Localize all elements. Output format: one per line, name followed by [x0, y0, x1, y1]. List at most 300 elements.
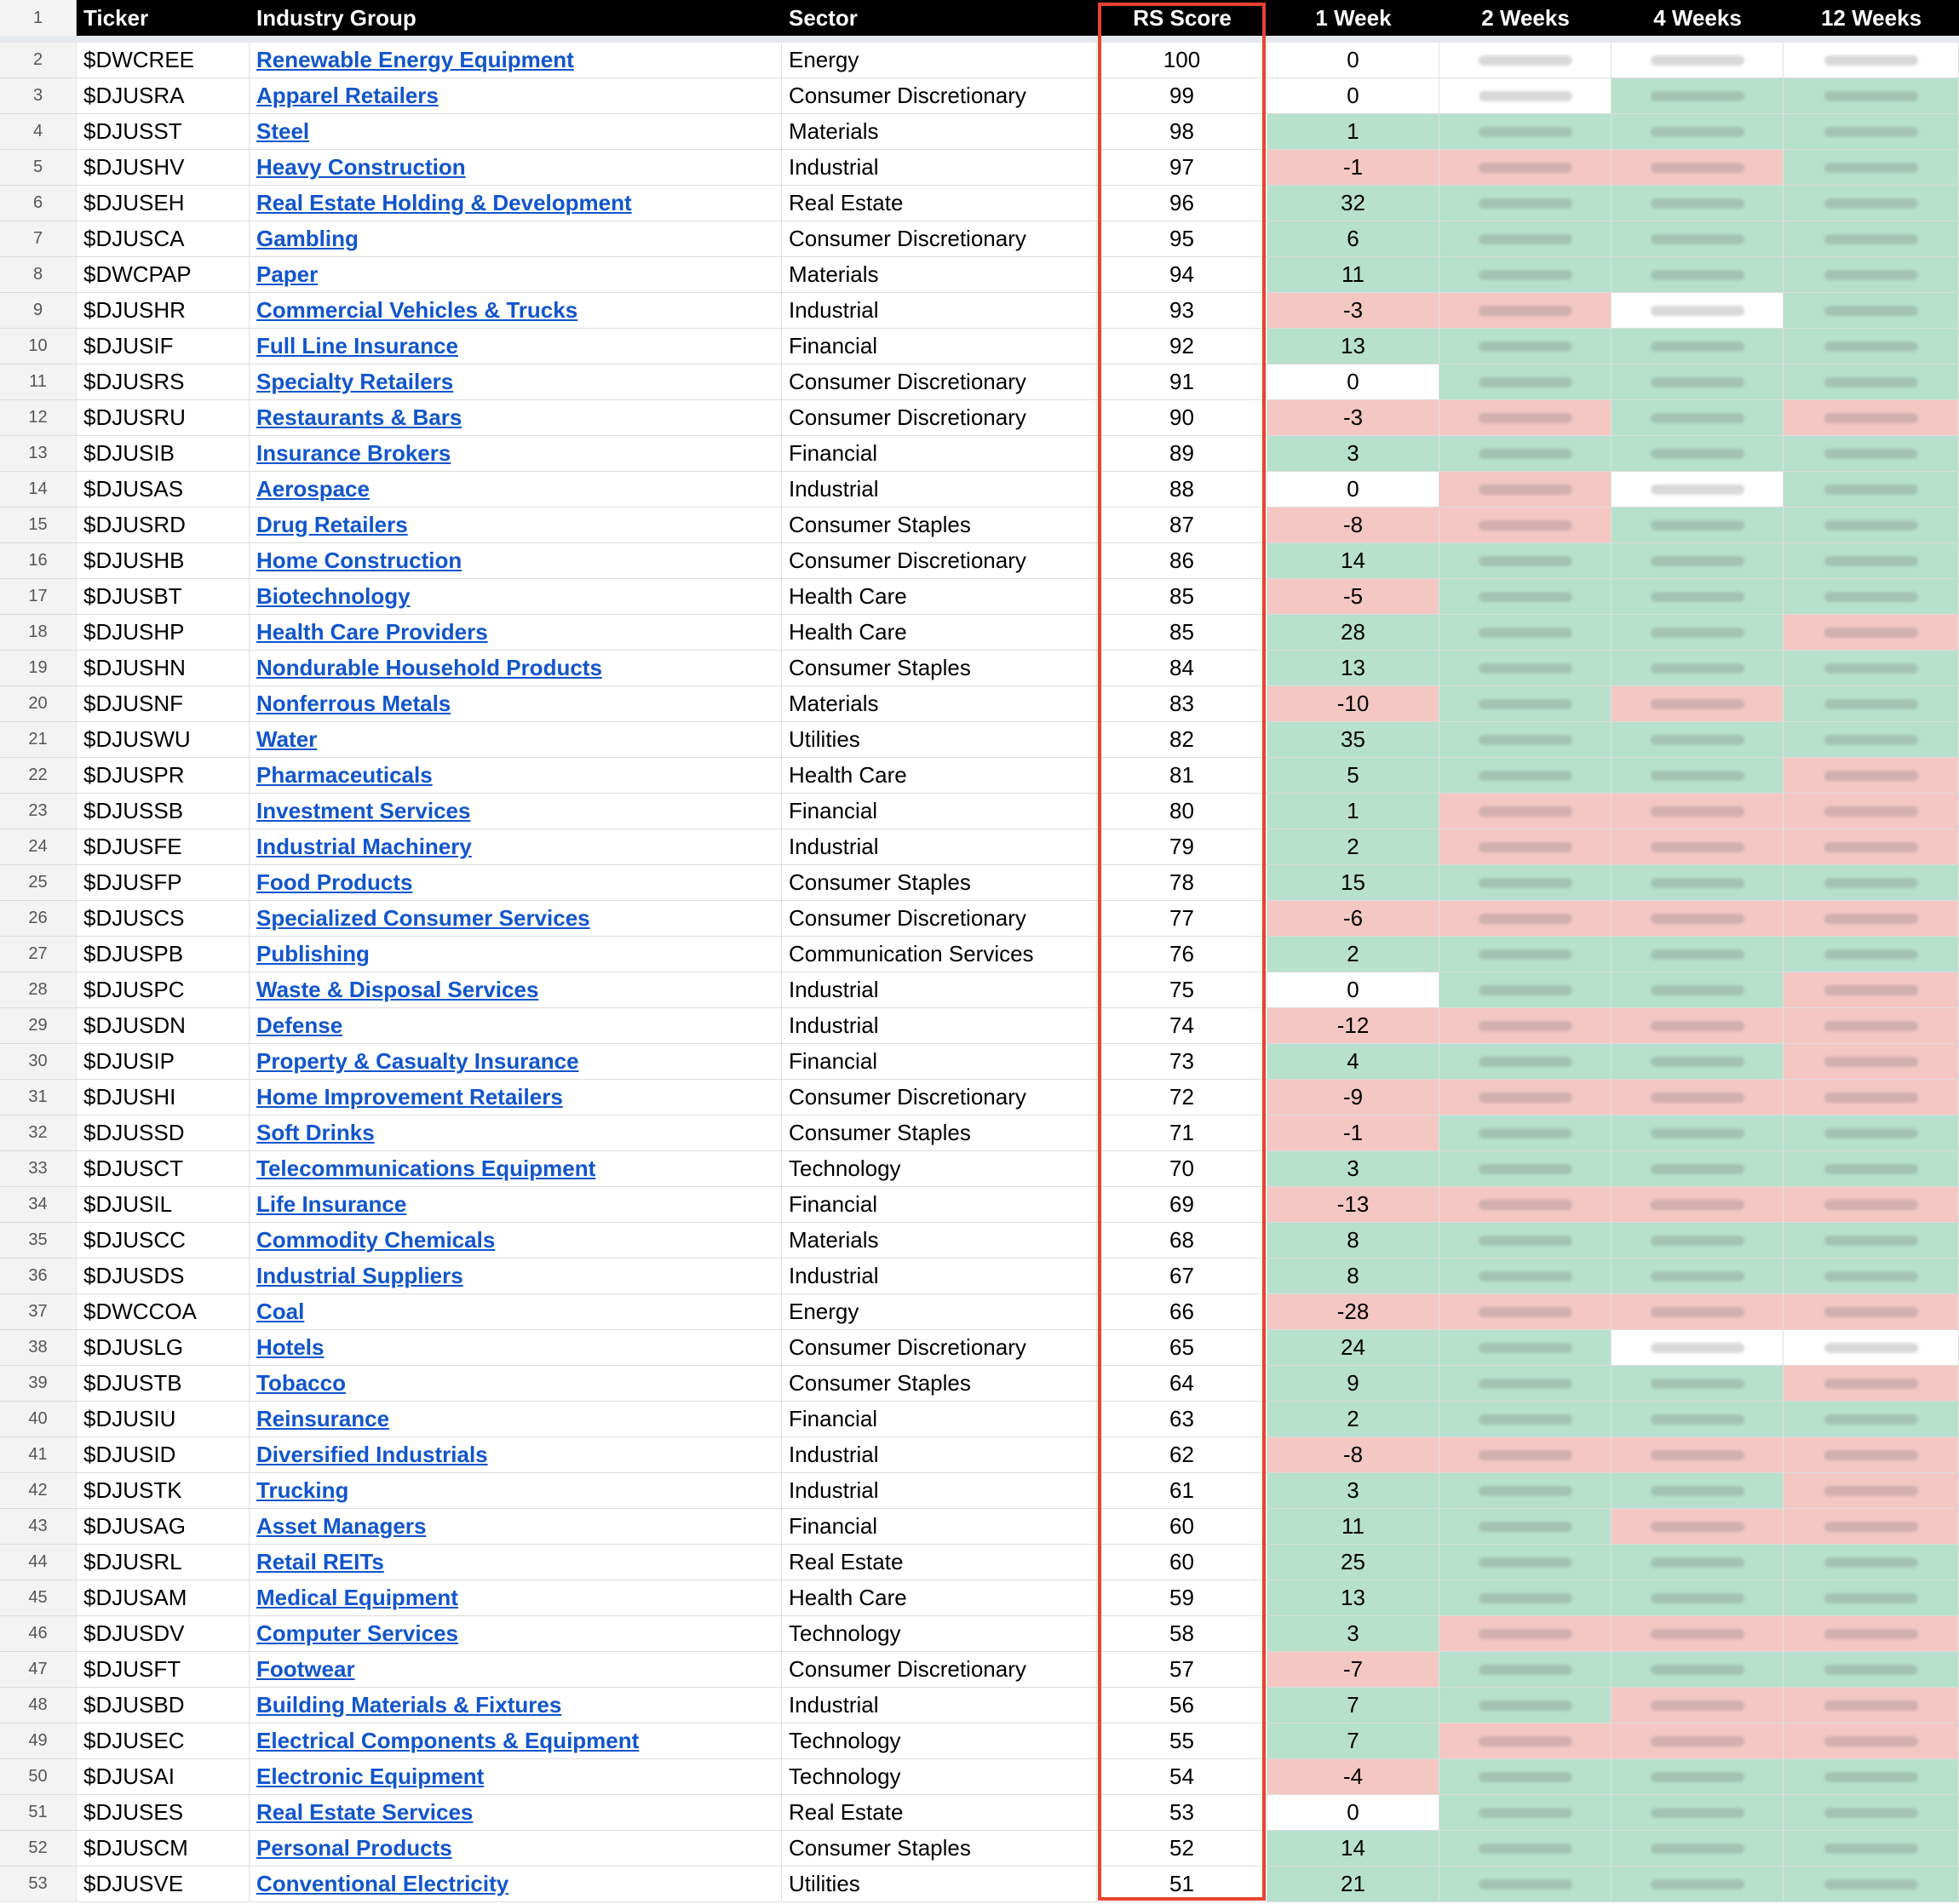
weeks-2-change-cell-redacted[interactable] [1439, 1151, 1611, 1186]
sector-cell[interactable]: Financial [782, 436, 1097, 471]
industry-group-cell[interactable] [250, 1723, 782, 1758]
table-row[interactable] [0, 114, 1959, 150]
weeks-12-change-cell-redacted[interactable] [1784, 78, 1959, 113]
industry-group-cell[interactable] [250, 829, 782, 864]
week-1-change-cell[interactable]: 2 [1267, 937, 1439, 972]
sector-cell[interactable]: Technology [782, 1723, 1097, 1758]
ticker-cell[interactable]: $DJUSAI [77, 1759, 250, 1794]
row-number[interactable]: 48 [0, 1688, 77, 1723]
ticker-cell[interactable]: $DJUSEC [77, 1723, 250, 1758]
column-header-industry-group[interactable]: Industry Group [256, 4, 417, 31]
weeks-12-change-cell-redacted[interactable] [1784, 615, 1959, 650]
industry-group-cell[interactable] [250, 1402, 782, 1437]
industry-group-cell[interactable] [250, 758, 782, 793]
weeks-4-change-cell-redacted[interactable] [1611, 1652, 1784, 1687]
week-1-change-cell[interactable]: -8 [1267, 1437, 1439, 1472]
industry-group-link[interactable]: Medical Equipment [256, 1585, 458, 1610]
row-number[interactable]: 27 [0, 937, 77, 972]
ticker-cell[interactable]: $DJUSNF [77, 686, 250, 721]
weeks-4-change-cell-redacted[interactable] [1611, 1580, 1784, 1615]
sector-cell[interactable]: Financial [782, 1187, 1097, 1222]
weeks-2-change-cell-redacted[interactable] [1439, 1759, 1611, 1794]
row-number[interactable]: 20 [0, 686, 77, 721]
weeks-12-change-cell-redacted[interactable] [1784, 829, 1959, 864]
ticker-cell[interactable]: $DJUSLG [77, 1330, 250, 1365]
industry-group-link[interactable]: Hotels [256, 1334, 325, 1360]
table-row[interactable] [0, 1616, 1959, 1652]
weeks-2-change-cell-redacted[interactable] [1439, 150, 1611, 185]
weeks-4-change-cell-redacted[interactable] [1611, 722, 1784, 757]
weeks-12-change-cell-redacted[interactable] [1784, 150, 1959, 185]
week-1-change-cell[interactable]: 1 [1267, 794, 1439, 829]
weeks-2-change-cell-redacted[interactable] [1439, 794, 1611, 829]
week-1-change-cell[interactable]: -4 [1267, 1759, 1439, 1794]
weeks-2-change-cell-redacted[interactable] [1439, 722, 1611, 757]
week-1-change-cell[interactable]: 8 [1267, 1259, 1439, 1293]
weeks-12-change-cell-redacted[interactable] [1784, 114, 1959, 149]
sector-cell[interactable]: Real Estate [782, 186, 1097, 221]
row-number[interactable]: 6 [0, 186, 77, 221]
ticker-cell[interactable]: $DJUSST [77, 114, 250, 149]
table-row[interactable] [0, 722, 1959, 758]
industry-group-cell[interactable] [250, 221, 782, 256]
industry-group-cell[interactable] [250, 1652, 782, 1687]
weeks-12-change-cell-redacted[interactable] [1784, 1831, 1959, 1866]
row-number[interactable]: 51 [0, 1795, 77, 1830]
row-number[interactable]: 5 [0, 150, 77, 185]
row-number[interactable]: 25 [0, 865, 77, 900]
weeks-4-change-cell-redacted[interactable] [1611, 543, 1784, 578]
week-1-change-cell[interactable]: 0 [1267, 472, 1439, 507]
week-1-change-cell[interactable]: -10 [1267, 686, 1439, 721]
weeks-4-change-cell-redacted[interactable] [1611, 472, 1784, 507]
row-number[interactable]: 45 [0, 1580, 77, 1615]
sector-cell[interactable]: Real Estate [782, 1545, 1097, 1580]
weeks-2-change-cell-redacted[interactable] [1439, 1437, 1611, 1472]
week-1-change-cell[interactable]: 3 [1267, 436, 1439, 471]
row-number[interactable]: 26 [0, 901, 77, 936]
table-row[interactable] [0, 1151, 1959, 1187]
ticker-cell[interactable]: $DJUSAM [77, 1580, 250, 1615]
table-row[interactable] [0, 1688, 1959, 1723]
weeks-2-change-cell-redacted[interactable] [1439, 508, 1611, 542]
weeks-4-change-cell-redacted[interactable] [1611, 257, 1784, 292]
weeks-2-change-cell-redacted[interactable] [1439, 43, 1611, 77]
weeks-12-change-cell-redacted[interactable] [1784, 186, 1959, 221]
weeks-12-change-cell-redacted[interactable] [1784, 1330, 1959, 1365]
row-number[interactable]: 47 [0, 1652, 77, 1687]
ticker-cell[interactable]: $DJUSCM [77, 1831, 250, 1866]
weeks-2-change-cell-redacted[interactable] [1439, 1652, 1611, 1687]
row-number[interactable]: 52 [0, 1831, 77, 1866]
industry-group-link[interactable]: Steel [256, 118, 310, 144]
table-row[interactable] [0, 865, 1959, 901]
industry-group-link[interactable]: Water [256, 726, 318, 752]
week-1-change-cell[interactable]: -28 [1267, 1294, 1439, 1329]
weeks-12-change-cell-redacted[interactable] [1784, 1008, 1959, 1043]
industry-group-link[interactable]: Home Construction [256, 548, 462, 573]
weeks-4-change-cell-redacted[interactable] [1611, 436, 1784, 471]
industry-group-cell[interactable] [250, 615, 782, 650]
weeks-2-change-cell-redacted[interactable] [1439, 1580, 1611, 1615]
sector-cell[interactable]: Consumer Discretionary [782, 901, 1097, 936]
ticker-cell[interactable]: $DJUSTK [77, 1473, 250, 1508]
ticker-cell[interactable]: $DJUSES [77, 1795, 250, 1830]
sector-cell[interactable]: Materials [782, 257, 1097, 292]
week-1-change-cell[interactable]: 2 [1267, 829, 1439, 864]
weeks-4-change-cell-redacted[interactable] [1611, 1795, 1784, 1830]
weeks-12-change-cell-redacted[interactable] [1784, 400, 1959, 435]
weeks-12-change-cell-redacted[interactable] [1784, 1044, 1959, 1079]
industry-group-cell[interactable] [250, 1366, 782, 1401]
industry-group-link[interactable]: Specialized Consumer Services [256, 905, 590, 931]
sector-cell[interactable]: Consumer Discretionary [782, 364, 1097, 399]
ticker-cell[interactable]: $DJUSCC [77, 1223, 250, 1258]
row-number[interactable]: 53 [0, 1867, 77, 1901]
sector-cell[interactable]: Utilities [782, 1867, 1097, 1901]
column-header-rs-score[interactable]: RS Score [1133, 4, 1232, 31]
weeks-4-change-cell-redacted[interactable] [1611, 43, 1784, 77]
industry-group-link[interactable]: Life Insurance [256, 1191, 407, 1217]
ticker-cell[interactable]: $DJUSSB [77, 794, 250, 829]
rs-score-cell[interactable]: 57 [1097, 1652, 1267, 1687]
weeks-2-change-cell-redacted[interactable] [1439, 186, 1611, 221]
ticker-cell[interactable]: $DWCPAP [77, 257, 250, 292]
weeks-12-change-cell-redacted[interactable] [1784, 1402, 1959, 1437]
weeks-12-change-cell-redacted[interactable] [1784, 901, 1959, 936]
week-1-change-cell[interactable]: 0 [1267, 364, 1439, 399]
ticker-cell[interactable]: $DJUSRU [77, 400, 250, 435]
rs-score-cell[interactable]: 79 [1097, 829, 1267, 864]
industry-group-cell[interactable] [250, 1223, 782, 1258]
ticker-cell[interactable]: $DJUSHR [77, 293, 250, 328]
weeks-12-change-cell-redacted[interactable] [1784, 579, 1959, 614]
table-row[interactable] [0, 1008, 1959, 1044]
table-row[interactable] [0, 1867, 1959, 1902]
table-row[interactable] [0, 1044, 1959, 1080]
weeks-2-change-cell-redacted[interactable] [1439, 1008, 1611, 1043]
industry-group-link[interactable]: Retail REITs [256, 1549, 384, 1574]
sector-cell[interactable]: Health Care [782, 579, 1097, 614]
row-number[interactable]: 22 [0, 758, 77, 793]
weeks-12-change-cell-redacted[interactable] [1784, 472, 1959, 507]
ticker-cell[interactable]: $DJUSIU [77, 1402, 250, 1437]
weeks-2-change-cell-redacted[interactable] [1439, 1795, 1611, 1830]
table-row[interactable] [0, 1723, 1959, 1759]
industry-group-cell[interactable] [250, 150, 782, 185]
rs-score-cell[interactable]: 55 [1097, 1723, 1267, 1758]
sector-cell[interactable]: Health Care [782, 615, 1097, 650]
weeks-4-change-cell-redacted[interactable] [1611, 972, 1784, 1007]
industry-group-cell[interactable] [250, 1151, 782, 1186]
row-number[interactable]: 35 [0, 1223, 77, 1258]
industry-group-cell[interactable] [250, 1831, 782, 1866]
table-row[interactable] [0, 78, 1959, 114]
row-number[interactable]: 39 [0, 1366, 77, 1401]
table-row[interactable] [0, 972, 1959, 1008]
week-1-change-cell[interactable]: 0 [1267, 1795, 1439, 1830]
weeks-4-change-cell-redacted[interactable] [1611, 651, 1784, 685]
rs-score-cell[interactable]: 61 [1097, 1473, 1267, 1508]
table-row[interactable] [0, 1473, 1959, 1509]
ticker-cell[interactable]: $DWCCOA [77, 1294, 250, 1329]
rs-score-cell[interactable]: 56 [1097, 1688, 1267, 1723]
industry-group-link[interactable]: Reinsurance [256, 1406, 390, 1431]
industry-group-link[interactable]: Commercial Vehicles & Trucks [256, 297, 578, 323]
weeks-2-change-cell-redacted[interactable] [1439, 1259, 1611, 1293]
industry-group-link[interactable]: Publishing [256, 941, 370, 966]
row-number[interactable]: 18 [0, 615, 77, 650]
row-number[interactable]: 12 [0, 400, 77, 435]
ticker-cell[interactable]: $DJUSCS [77, 901, 250, 936]
week-1-change-cell[interactable]: 4 [1267, 1044, 1439, 1079]
weeks-2-change-cell-redacted[interactable] [1439, 1616, 1611, 1651]
weeks-4-change-cell-redacted[interactable] [1611, 865, 1784, 900]
industry-group-link[interactable]: Food Products [256, 869, 413, 895]
week-1-change-cell[interactable]: 8 [1267, 1223, 1439, 1258]
sector-cell[interactable]: Real Estate [782, 1795, 1097, 1830]
weeks-2-change-cell-redacted[interactable] [1439, 1867, 1611, 1901]
weeks-4-change-cell-redacted[interactable] [1611, 400, 1784, 435]
rs-score-cell[interactable]: 89 [1097, 436, 1267, 471]
weeks-12-change-cell-redacted[interactable] [1784, 1759, 1959, 1794]
weeks-4-change-cell-redacted[interactable] [1611, 1616, 1784, 1651]
row-number[interactable]: 11 [0, 364, 77, 399]
weeks-4-change-cell-redacted[interactable] [1611, 615, 1784, 650]
weeks-12-change-cell-redacted[interactable] [1784, 686, 1959, 721]
week-1-change-cell[interactable]: 32 [1267, 186, 1439, 221]
weeks-2-change-cell-redacted[interactable] [1439, 1473, 1611, 1508]
ticker-cell[interactable]: $DJUSDN [77, 1008, 250, 1043]
table-row[interactable] [0, 472, 1959, 508]
row-number[interactable]: 30 [0, 1044, 77, 1079]
industry-group-cell[interactable] [250, 794, 782, 829]
weeks-4-change-cell-redacted[interactable] [1611, 1723, 1784, 1758]
ticker-cell[interactable]: $DJUSPC [77, 972, 250, 1007]
ticker-cell[interactable]: $DJUSCT [77, 1151, 250, 1186]
rs-score-cell[interactable]: 73 [1097, 1044, 1267, 1079]
table-row[interactable] [0, 43, 1959, 78]
ticker-cell[interactable]: $DJUSCA [77, 221, 250, 256]
weeks-4-change-cell-redacted[interactable] [1611, 1545, 1784, 1580]
weeks-12-change-cell-redacted[interactable] [1784, 1259, 1959, 1293]
rs-score-cell[interactable]: 90 [1097, 400, 1267, 435]
week-1-change-cell[interactable]: 0 [1267, 78, 1439, 113]
ticker-cell[interactable]: $DJUSSD [77, 1115, 250, 1150]
week-1-change-cell[interactable]: 3 [1267, 1151, 1439, 1186]
weeks-12-change-cell-redacted[interactable] [1784, 937, 1959, 972]
table-row[interactable] [0, 150, 1959, 186]
weeks-12-change-cell-redacted[interactable] [1784, 1795, 1959, 1830]
table-row[interactable] [0, 1223, 1959, 1259]
rs-score-cell[interactable]: 53 [1097, 1795, 1267, 1830]
sector-cell[interactable]: Technology [782, 1151, 1097, 1186]
industry-group-cell[interactable] [250, 78, 782, 113]
industry-group-link[interactable]: Gambling [256, 226, 359, 251]
weeks-12-change-cell-redacted[interactable] [1784, 436, 1959, 471]
weeks-12-change-cell-redacted[interactable] [1784, 794, 1959, 829]
sector-cell[interactable]: Communication Services [782, 937, 1097, 972]
rs-score-cell[interactable]: 76 [1097, 937, 1267, 972]
week-1-change-cell[interactable]: -9 [1267, 1080, 1439, 1115]
row-number[interactable]: 29 [0, 1008, 77, 1043]
table-row[interactable] [0, 364, 1959, 400]
week-1-change-cell[interactable]: 3 [1267, 1473, 1439, 1508]
weeks-12-change-cell-redacted[interactable] [1784, 1509, 1959, 1544]
industry-group-cell[interactable] [250, 400, 782, 435]
industry-group-cell[interactable] [250, 1294, 782, 1329]
sector-cell[interactable]: Technology [782, 1616, 1097, 1651]
row-number[interactable]: 10 [0, 329, 77, 364]
industry-group-link[interactable]: Footwear [256, 1656, 355, 1682]
week-1-change-cell[interactable]: 25 [1267, 1545, 1439, 1580]
weeks-12-change-cell-redacted[interactable] [1784, 1151, 1959, 1186]
industry-group-cell[interactable] [250, 508, 782, 542]
ticker-cell[interactable]: $DJUSHP [77, 615, 250, 650]
rs-score-cell[interactable]: 52 [1097, 1831, 1267, 1866]
week-1-change-cell[interactable]: 2 [1267, 1402, 1439, 1437]
table-row[interactable] [0, 543, 1959, 579]
rs-score-cell[interactable]: 94 [1097, 257, 1267, 292]
weeks-12-change-cell-redacted[interactable] [1784, 972, 1959, 1007]
industry-group-link[interactable]: Apparel Retailers [256, 83, 439, 108]
table-row[interactable] [0, 1580, 1959, 1616]
week-1-change-cell[interactable]: 11 [1267, 257, 1439, 292]
industry-group-cell[interactable] [250, 1115, 782, 1150]
row-number[interactable]: 14 [0, 472, 77, 507]
week-1-change-cell[interactable]: -13 [1267, 1187, 1439, 1222]
sector-cell[interactable]: Health Care [782, 1580, 1097, 1615]
rs-score-cell[interactable]: 77 [1097, 901, 1267, 936]
sector-cell[interactable]: Consumer Staples [782, 1366, 1097, 1401]
weeks-4-change-cell-redacted[interactable] [1611, 1223, 1784, 1258]
sector-cell[interactable]: Industrial [782, 150, 1097, 185]
rs-score-cell[interactable]: 99 [1097, 78, 1267, 113]
table-row[interactable] [0, 257, 1959, 293]
weeks-4-change-cell-redacted[interactable] [1611, 1008, 1784, 1043]
industry-group-link[interactable]: Defense [256, 1012, 343, 1038]
weeks-4-change-cell-redacted[interactable] [1611, 221, 1784, 256]
column-header-2-weeks[interactable]: 2 Weeks [1481, 4, 1570, 31]
industry-group-link[interactable]: Industrial Suppliers [256, 1263, 463, 1288]
weeks-2-change-cell-redacted[interactable] [1439, 579, 1611, 614]
week-1-change-cell[interactable]: 7 [1267, 1723, 1439, 1758]
industry-group-link[interactable]: Health Care Providers [256, 619, 488, 645]
industry-group-link[interactable]: Asset Managers [256, 1513, 427, 1539]
weeks-2-change-cell-redacted[interactable] [1439, 472, 1611, 507]
weeks-4-change-cell-redacted[interactable] [1611, 1187, 1784, 1222]
industry-group-link[interactable]: Electrical Components & Equipment [256, 1728, 640, 1753]
row-number[interactable]: 44 [0, 1545, 77, 1580]
weeks-12-change-cell-redacted[interactable] [1784, 1115, 1959, 1150]
sector-cell[interactable]: Consumer Discretionary [782, 1080, 1097, 1115]
rs-score-cell[interactable]: 98 [1097, 114, 1267, 149]
rs-score-cell[interactable]: 82 [1097, 722, 1267, 757]
weeks-2-change-cell-redacted[interactable] [1439, 1115, 1611, 1150]
industry-group-link[interactable]: Full Line Insurance [256, 333, 458, 358]
weeks-4-change-cell-redacted[interactable] [1611, 794, 1784, 829]
row-number[interactable]: 24 [0, 829, 77, 864]
weeks-4-change-cell-redacted[interactable] [1611, 1509, 1784, 1544]
ticker-cell[interactable]: $DJUSRA [77, 78, 250, 113]
rs-score-cell[interactable]: 71 [1097, 1115, 1267, 1150]
week-1-change-cell[interactable]: 13 [1267, 651, 1439, 685]
row-number[interactable]: 28 [0, 972, 77, 1007]
weeks-2-change-cell-redacted[interactable] [1439, 329, 1611, 364]
table-row[interactable] [0, 293, 1959, 329]
industry-group-cell[interactable] [250, 1580, 782, 1615]
row-number[interactable]: 8 [0, 257, 77, 292]
rs-score-cell[interactable]: 70 [1097, 1151, 1267, 1186]
ticker-cell[interactable]: $DJUSHI [77, 1080, 250, 1115]
weeks-2-change-cell-redacted[interactable] [1439, 1187, 1611, 1222]
weeks-2-change-cell-redacted[interactable] [1439, 937, 1611, 972]
ticker-cell[interactable]: $DJUSFE [77, 829, 250, 864]
weeks-12-change-cell-redacted[interactable] [1784, 1723, 1959, 1758]
table-row[interactable] [0, 937, 1959, 972]
weeks-4-change-cell-redacted[interactable] [1611, 150, 1784, 185]
weeks-12-change-cell-redacted[interactable] [1784, 1223, 1959, 1258]
sector-cell[interactable]: Energy [782, 1294, 1097, 1329]
industry-group-cell[interactable] [250, 364, 782, 399]
ticker-cell[interactable]: $DJUSIL [77, 1187, 250, 1222]
weeks-4-change-cell-redacted[interactable] [1611, 508, 1784, 542]
rs-score-cell[interactable]: 92 [1097, 329, 1267, 364]
sector-cell[interactable]: Industrial [782, 1688, 1097, 1723]
weeks-12-change-cell-redacted[interactable] [1784, 543, 1959, 578]
weeks-2-change-cell-redacted[interactable] [1439, 364, 1611, 399]
table-row[interactable] [0, 1509, 1959, 1545]
week-1-change-cell[interactable]: -1 [1267, 1115, 1439, 1150]
sector-cell[interactable]: Industrial [782, 1473, 1097, 1508]
rs-score-cell[interactable]: 95 [1097, 221, 1267, 256]
weeks-4-change-cell-redacted[interactable] [1611, 579, 1784, 614]
industry-group-link[interactable]: Pharmaceuticals [256, 762, 433, 788]
sector-cell[interactable]: Consumer Discretionary [782, 543, 1097, 578]
rs-score-cell[interactable]: 74 [1097, 1008, 1267, 1043]
industry-group-cell[interactable] [250, 1616, 782, 1651]
rs-score-cell[interactable]: 64 [1097, 1366, 1267, 1401]
industry-group-link[interactable]: Nonferrous Metals [256, 691, 451, 716]
industry-group-link[interactable]: Coal [256, 1299, 305, 1324]
rs-score-cell[interactable]: 60 [1097, 1509, 1267, 1544]
weeks-2-change-cell-redacted[interactable] [1439, 1080, 1611, 1115]
sector-cell[interactable]: Consumer Discretionary [782, 400, 1097, 435]
ticker-cell[interactable]: $DJUSAG [77, 1509, 250, 1544]
ticker-cell[interactable]: $DJUSTB [77, 1366, 250, 1401]
table-row[interactable] [0, 686, 1959, 722]
row-number[interactable]: 13 [0, 436, 77, 471]
industry-group-cell[interactable] [250, 1187, 782, 1222]
week-1-change-cell[interactable]: 5 [1267, 758, 1439, 793]
weeks-12-change-cell-redacted[interactable] [1784, 1294, 1959, 1329]
column-header-1-week[interactable]: 1 Week [1315, 4, 1392, 31]
weeks-2-change-cell-redacted[interactable] [1439, 1723, 1611, 1758]
industry-group-link[interactable]: Conventional Electricity [256, 1871, 509, 1896]
row-number[interactable]: 40 [0, 1402, 77, 1437]
ticker-cell[interactable]: $DJUSWU [77, 722, 250, 757]
week-1-change-cell[interactable]: 0 [1267, 972, 1439, 1007]
industry-group-cell[interactable] [250, 114, 782, 149]
weeks-2-change-cell-redacted[interactable] [1439, 865, 1611, 900]
weeks-2-change-cell-redacted[interactable] [1439, 651, 1611, 685]
weeks-12-change-cell-redacted[interactable] [1784, 1652, 1959, 1687]
weeks-4-change-cell-redacted[interactable] [1611, 1402, 1784, 1437]
week-1-change-cell[interactable]: 3 [1267, 1616, 1439, 1651]
rs-score-cell[interactable]: 93 [1097, 293, 1267, 328]
industry-group-cell[interactable] [250, 293, 782, 328]
industry-group-cell[interactable] [250, 722, 782, 757]
